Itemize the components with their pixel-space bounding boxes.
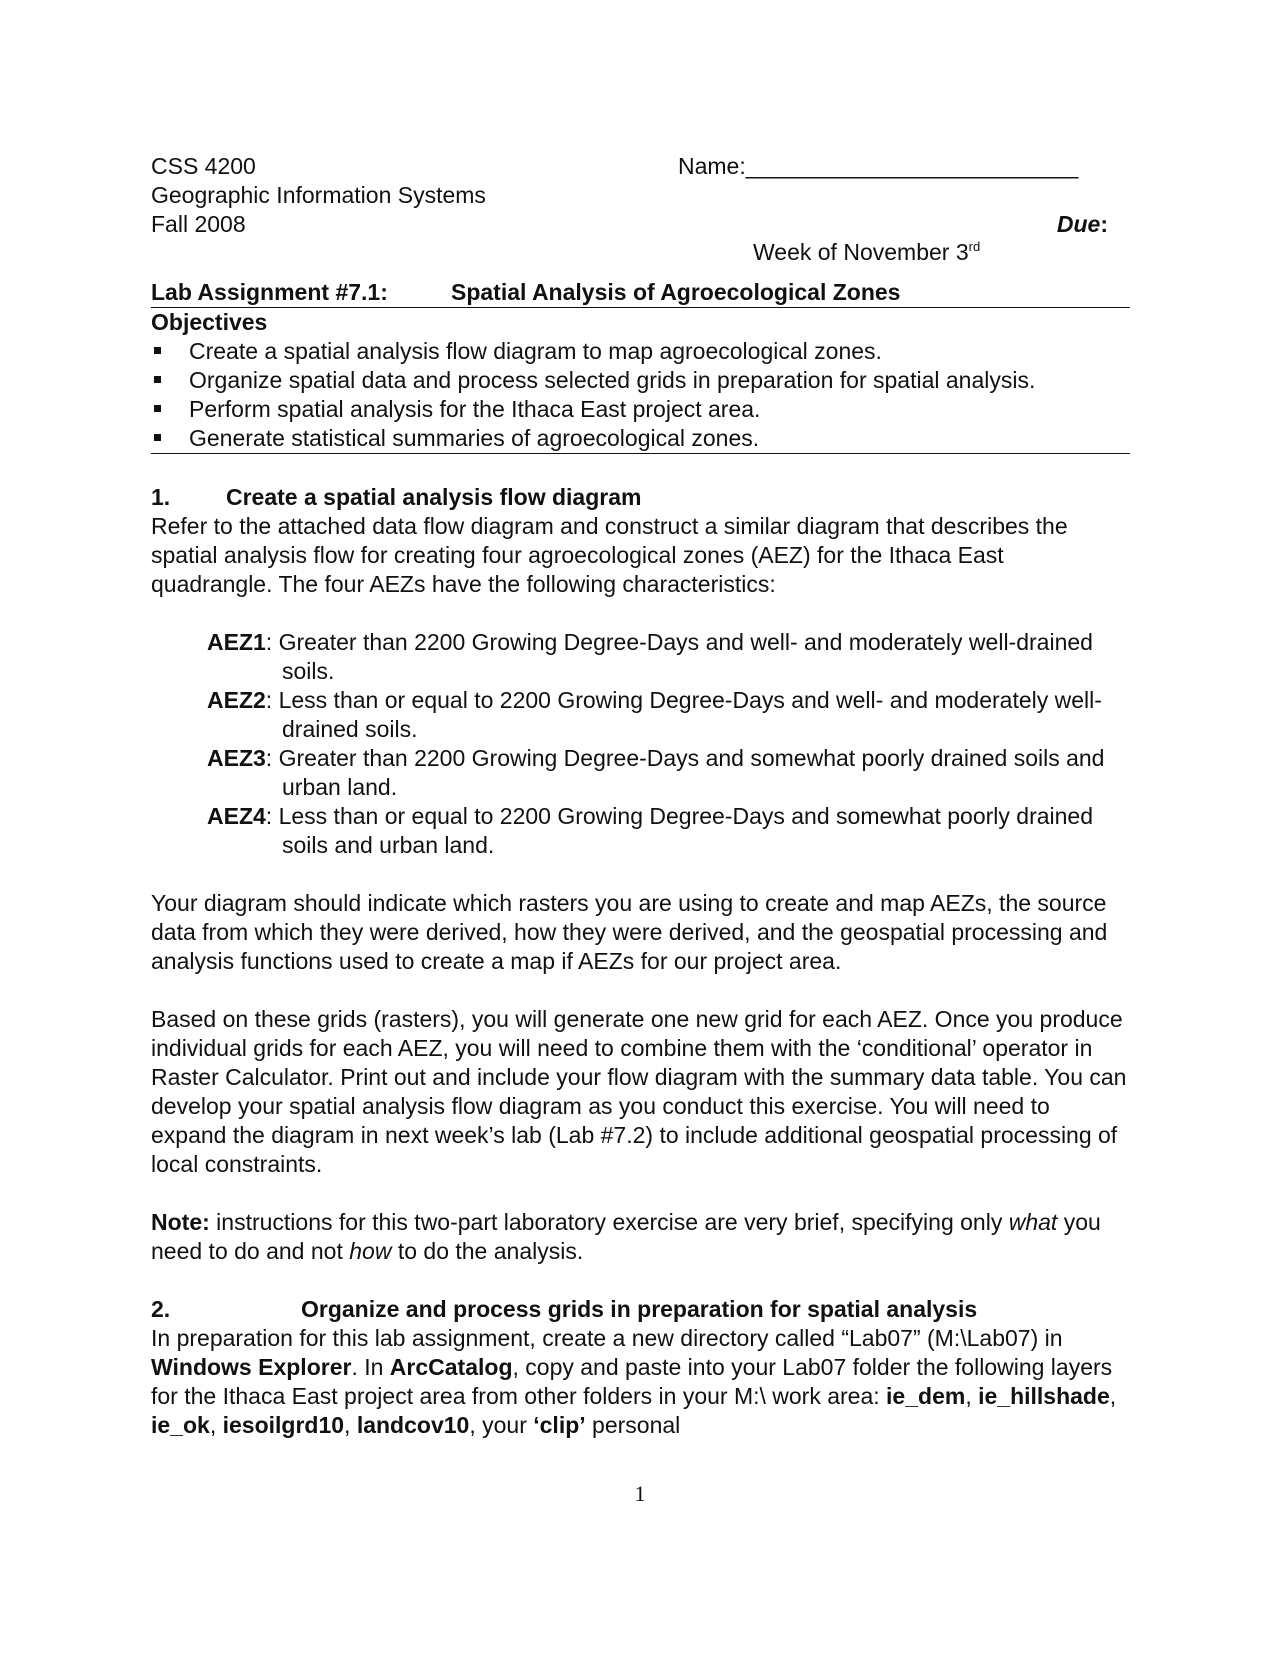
due-week: Week of November 3 <box>753 239 969 265</box>
arccatalog: ArcCatalog <box>389 1354 513 1380</box>
note-what: what <box>1008 1209 1058 1235</box>
note-label: Note: <box>151 1209 210 1235</box>
objective-text: Perform spatial analysis for the Ithaca East project area. <box>189 396 761 422</box>
term: Fall 2008 <box>151 211 246 237</box>
note-text: instructions for this two-part laboratory exercise are very brief, specifying only <box>209 1209 1009 1235</box>
name-blank: __________________________ <box>745 153 1079 179</box>
separator: , <box>1109 1383 1117 1409</box>
objectives-box <box>151 308 1130 454</box>
section2-title: Organize and process grids in preparation for spatial analysis <box>301 1296 978 1322</box>
clip-name: ‘clip’ <box>533 1412 586 1438</box>
section2-number: 2. <box>151 1296 171 1322</box>
aez-desc: : Greater than 2200 Growing Degree-Days and somewhat poorly drained soils and urban land. <box>265 745 1105 800</box>
aez-desc: : Less than or equal to 2200 Growing Degree-Days and well- and moderately well-drained soils. <box>265 687 1102 742</box>
course-info <box>151 152 486 239</box>
section1-title: Create a spatial analysis flow diagram <box>226 484 642 510</box>
objective-item <box>151 395 1130 424</box>
section2-text: personal <box>585 1412 681 1438</box>
objective-item <box>151 337 1130 366</box>
note-text: you need to do and not <box>151 1209 1101 1264</box>
separator: , <box>965 1383 979 1409</box>
section2-heading <box>151 1295 1130 1324</box>
due-date <box>753 238 980 267</box>
page-number: 1 <box>634 1481 646 1506</box>
objective-item <box>151 424 1130 453</box>
layer-name: landcov10 <box>356 1412 470 1438</box>
layer-name: ie_dem <box>886 1383 966 1409</box>
layer-name: ie_ok <box>151 1412 210 1438</box>
square-bullet-icon <box>154 405 161 412</box>
assignment-label: Lab Assignment #7.1: <box>151 279 388 305</box>
aez-desc: : Greater than 2200 Growing Degree-Days and well- and moderately well-drained soils. <box>265 629 1093 684</box>
assignment-name: Spatial Analysis of Agroecological Zones <box>451 279 901 305</box>
aez-name: AEZ4 <box>207 803 266 829</box>
objectives-list <box>151 337 1130 453</box>
section2-text: , your <box>469 1412 534 1438</box>
aez-name: AEZ1 <box>207 629 266 655</box>
section1-heading <box>151 483 1130 512</box>
section2-text: In preparation for this lab assignment, create a new directory called “Lab07” (M:\Lab07) in <box>151 1325 1063 1351</box>
aez-item <box>207 686 1130 744</box>
objective-text: Generate statistical summaries of agroecological zones. <box>189 425 760 451</box>
name-label: Name: <box>678 153 746 179</box>
objective-text: Create a spatial analysis flow diagram to map agroecological zones. <box>189 338 882 364</box>
due-label-wrap <box>1057 210 1108 239</box>
due-colon: : <box>1100 211 1108 237</box>
aez-name: AEZ2 <box>207 687 266 713</box>
objective-text: Organize spatial data and process selected grids in preparation for spatial analysis. <box>189 367 1036 393</box>
separator: , <box>344 1412 357 1438</box>
note-how: how <box>349 1238 392 1264</box>
course-name: Geographic Information Systems <box>151 182 486 208</box>
aez-desc: : Less than or equal to 2200 Growing Degree-Days and somewhat poorly drained soils and urban land. <box>265 803 1093 858</box>
section2-text: , copy and paste into your Lab07 folder the following layers for the Ithaca East project area from other folders in your M:\ work area: <box>151 1354 1113 1409</box>
section2-text: . In <box>351 1354 390 1380</box>
page-content <box>151 152 1130 1440</box>
aez-item <box>207 744 1130 802</box>
section2-paragraph <box>151 1324 1130 1440</box>
windows-explorer: Windows Explorer <box>151 1354 352 1380</box>
section1-number: 1. <box>151 484 171 510</box>
square-bullet-icon <box>154 376 161 383</box>
grids-paragraph: Based on these grids (rasters), you will generate one new grid for each AEZ. Once you produce individual grids for each AEZ, you will need to combine them with the ‘conditional’ operator in Raster Calculator. Print out and include your flow diagram with the summary data table. You can develop your spatial analysis flow diagram as you conduct this exercise. You will need to expand the diagram in next week’s lab (Lab #7.2) to include additional geospatial processing of local constraints. <box>151 1006 1127 1177</box>
document-header <box>151 152 1130 270</box>
layer-name: iesoilgrd10 <box>222 1412 345 1438</box>
square-bullet-icon <box>154 347 161 354</box>
aez-item <box>207 628 1130 686</box>
course-code: CSS 4200 <box>151 153 256 179</box>
aez-list <box>207 628 1130 860</box>
square-bullet-icon <box>154 434 161 441</box>
assignment-title <box>151 278 1130 308</box>
layer-name: ie_hillshade <box>978 1383 1110 1409</box>
diagram-paragraph: Your diagram should indicate which rasters you are using to create and map AEZs, the source data from which they were derived, how they were derived, and the geospatial processing and analysis functions used to create a map if AEZs for our project area. <box>151 890 1108 974</box>
name-field <box>678 152 1078 181</box>
objectives-heading: Objectives <box>151 309 268 335</box>
due-label: Due <box>1056 211 1101 237</box>
aez-item <box>207 802 1130 860</box>
separator: , <box>209 1412 223 1438</box>
aez-name: AEZ3 <box>207 745 266 771</box>
section1-intro: Refer to the attached data flow diagram and construct a similar diagram that describes the spatial analysis flow for creating four agroecological zones (AEZ) for the Ithaca East quadrangle. The four AEZs have the following characteristics: <box>151 513 1068 597</box>
objective-item <box>151 366 1130 395</box>
note-paragraph <box>151 1208 1130 1266</box>
due-suffix: rd <box>968 239 981 254</box>
note-text: to do the analysis. <box>391 1238 584 1264</box>
